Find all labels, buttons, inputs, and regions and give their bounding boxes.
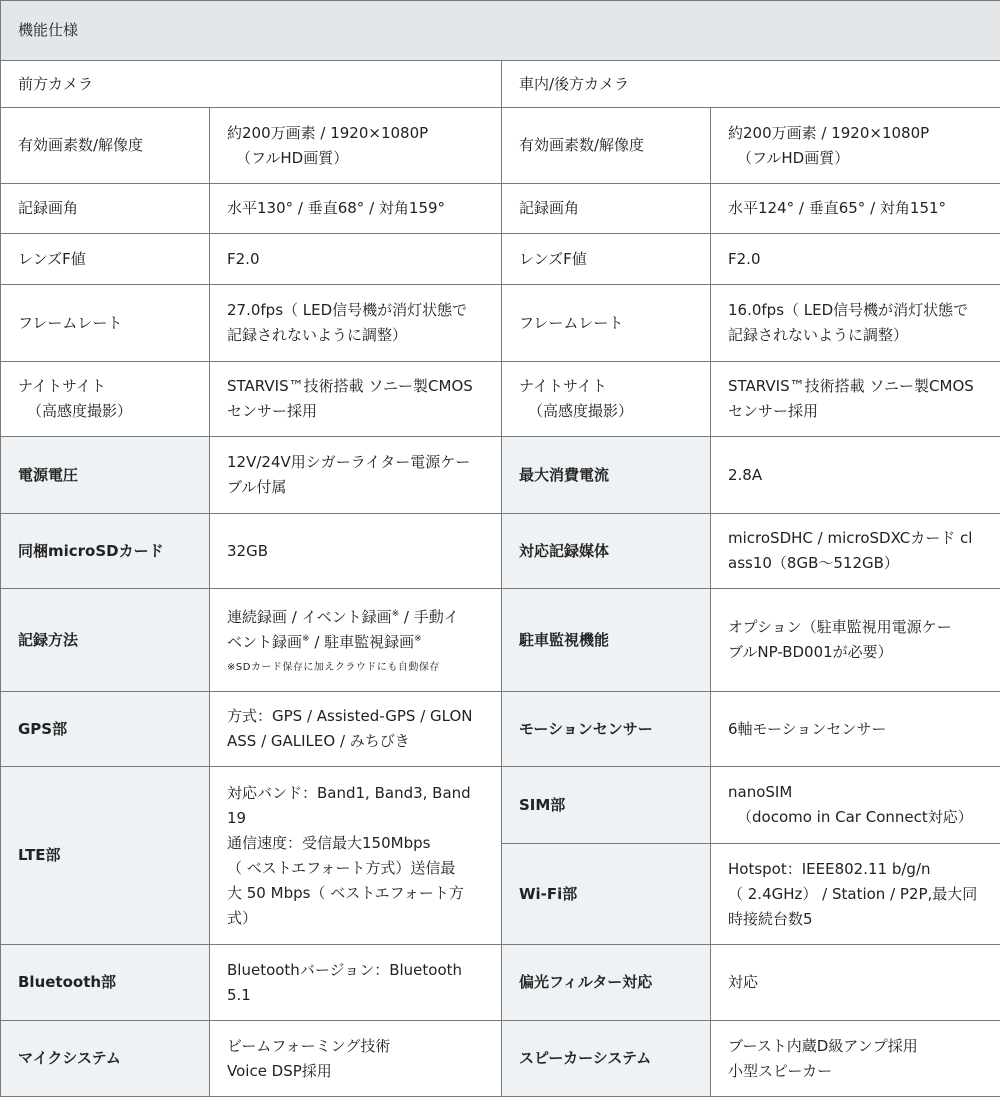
row-value [711,285,1000,362]
row-value [210,1021,502,1097]
row-value: F2.0 [711,234,1000,285]
row-value [711,589,1000,692]
row-label: Bluetooth部 [1,945,210,1021]
value-line: Hotspot：IEEE802.11 b/g/n [728,859,931,878]
row-label: 電源電圧 [1,437,210,514]
row-value [711,844,1000,945]
row-value [210,108,502,184]
row-value: 32GB [210,514,502,589]
table-row [1,692,1000,767]
value-line: 約200万画素 / 1920×1080P [227,123,429,142]
value-line: / 駐車監視録画 [309,632,415,651]
table-row [1,285,1000,362]
label-line: （高感度撮影） [27,402,133,420]
row-label: レンズF値 [1,234,210,285]
value-line: ベント録画 [227,632,303,651]
row-label: 記録画角 [1,184,210,234]
value-line: ブルNP-BD001が必要） [728,643,893,661]
value-line: （フルHD画質） [236,148,349,167]
value-line: 小型スピーカー [728,1061,833,1080]
row-value: 対応 [711,945,1000,1021]
row-value [711,108,1000,184]
row-value [210,589,502,692]
row-value [711,514,1000,589]
row-label: Wi-Fi部 [502,844,711,945]
value-line: / 手動イ [399,607,459,626]
row-value [210,285,502,362]
row-label: GPS部 [1,692,210,767]
row-label: 最大消費電流 [502,437,711,514]
table-row [1,767,1000,844]
row-label: 有効画素数/解像度 [1,108,210,184]
row-label: フレームレート [1,285,210,362]
value-line: Voice DSP採用 [227,1061,332,1080]
value-line: ブル付属 [227,478,287,496]
table-row [1,589,1000,692]
value-line: 方式：GPS / Assisted-GPS / GLON [227,707,473,725]
value-line: 12V/24V用シガーライター電源ケー [227,453,471,471]
row-value: 水平124° / 垂直65° / 対角151° [711,184,1000,234]
row-value: 水平130° / 垂直68° / 対角159° [210,184,502,234]
row-label: レンズF値 [502,234,711,285]
value-line: 時接続台数5 [728,909,813,928]
value-line: 16.0fps（ LED信号機が消灯状態で [728,301,969,319]
value-line: （docomo in Car Connect対応） [737,808,973,826]
row-label: 同梱microSDカード [1,514,210,589]
row-label: フレームレート [502,285,711,362]
table-row [1,945,1000,1021]
row-value [210,437,502,514]
row-value [711,362,1000,437]
label-line: （高感度撮影） [528,402,634,420]
value-line: （ ベストエフォート方式）送信最 [227,858,456,877]
value-line: Bluetoothバージョン：Bluetooth [227,960,463,979]
value-line: ブースト内蔵D級アンプ採用 [728,1036,918,1055]
row-label: 記録画角 [502,184,711,234]
footnote: ※SDカード保存に加えクラウドにも自動保存 [227,661,440,673]
row-label: 偏光フィルター対応 [502,945,711,1021]
value-line: （ 2.4GHz） / Station / P2P,最大同 [728,884,978,903]
value-line: 連続録画 / イベント録画 [227,607,392,626]
row-value [711,1021,1000,1097]
row-value: F2.0 [210,234,502,285]
value-line: 5.1 [227,985,251,1004]
row-label: スピーカーシステム [502,1021,711,1097]
title-row [1,1,1000,61]
value-line: ビームフォーミング技術 [227,1036,391,1055]
value-line: microSDHC / microSDXCカード cl [728,529,973,547]
value-line: STARVIS™技術搭載 ソニー製CMOS [728,377,974,395]
row-value [210,767,502,945]
value-line: 通信速度：受信最大150Mbps [227,833,431,852]
value-line: 19 [227,808,247,827]
value-line: 約200万画素 / 1920×1080P [728,123,930,142]
note-mark: ※ [302,633,310,644]
value-line: ass10（8GB～512GB） [728,554,899,572]
value-line: 記録されないように調整） [227,326,408,344]
label-line: ナイトサイト [18,377,106,395]
note-mark: ※ [391,608,400,619]
rear-camera-header: 車内/後方カメラ [502,61,1000,108]
value-line: ASS / GALILEO / みちびき [227,732,410,750]
value-line: 大 50 Mbps（ ベストエフォート方 [227,883,464,902]
table-row [1,514,1000,589]
value-line: 記録されないように調整） [728,326,909,344]
value-line: 対応バンド：Band1, Band3, Band [227,783,471,802]
row-label: LTE部 [1,767,210,945]
row-value [210,692,502,767]
row-label: SIM部 [502,767,711,844]
row-label [1,362,210,437]
row-label: 対応記録媒体 [502,514,711,589]
header-row [1,61,1000,108]
table-row [1,1021,1000,1097]
front-camera-header: 前方カメラ [1,61,502,108]
table-row [1,437,1000,514]
value-line: （フルHD画質） [737,148,850,167]
value-line: 27.0fps（ LED信号機が消灯状態で [227,301,468,319]
table-row [1,108,1000,184]
row-value: 6軸モーションセンサー [711,692,1000,767]
value-line: 式） [227,908,258,927]
row-value [711,767,1000,844]
value-line: センサー採用 [227,402,318,420]
row-value [210,945,502,1021]
note-mark: ※ [414,633,422,644]
label-line: ナイトサイト [519,377,607,395]
row-label: モーションセンサー [502,692,711,767]
row-label: 駐車監視機能 [502,589,711,692]
row-label: 記録方法 [1,589,210,692]
table-row [1,184,1000,234]
value-line: STARVIS™技術搭載 ソニー製CMOS [227,377,473,395]
table-row [1,362,1000,437]
table-title: 機能仕様 [1,1,1000,61]
value-line: nanoSIM [728,783,793,801]
row-label: 有効画素数/解像度 [502,108,711,184]
row-value [210,362,502,437]
value-line: センサー採用 [728,402,819,420]
value-line: オプション（駐車監視用電源ケー [728,618,952,636]
row-value: 2.8A [711,437,1000,514]
table-row [1,234,1000,285]
row-label [502,362,711,437]
row-label: マイクシステム [1,1021,210,1097]
